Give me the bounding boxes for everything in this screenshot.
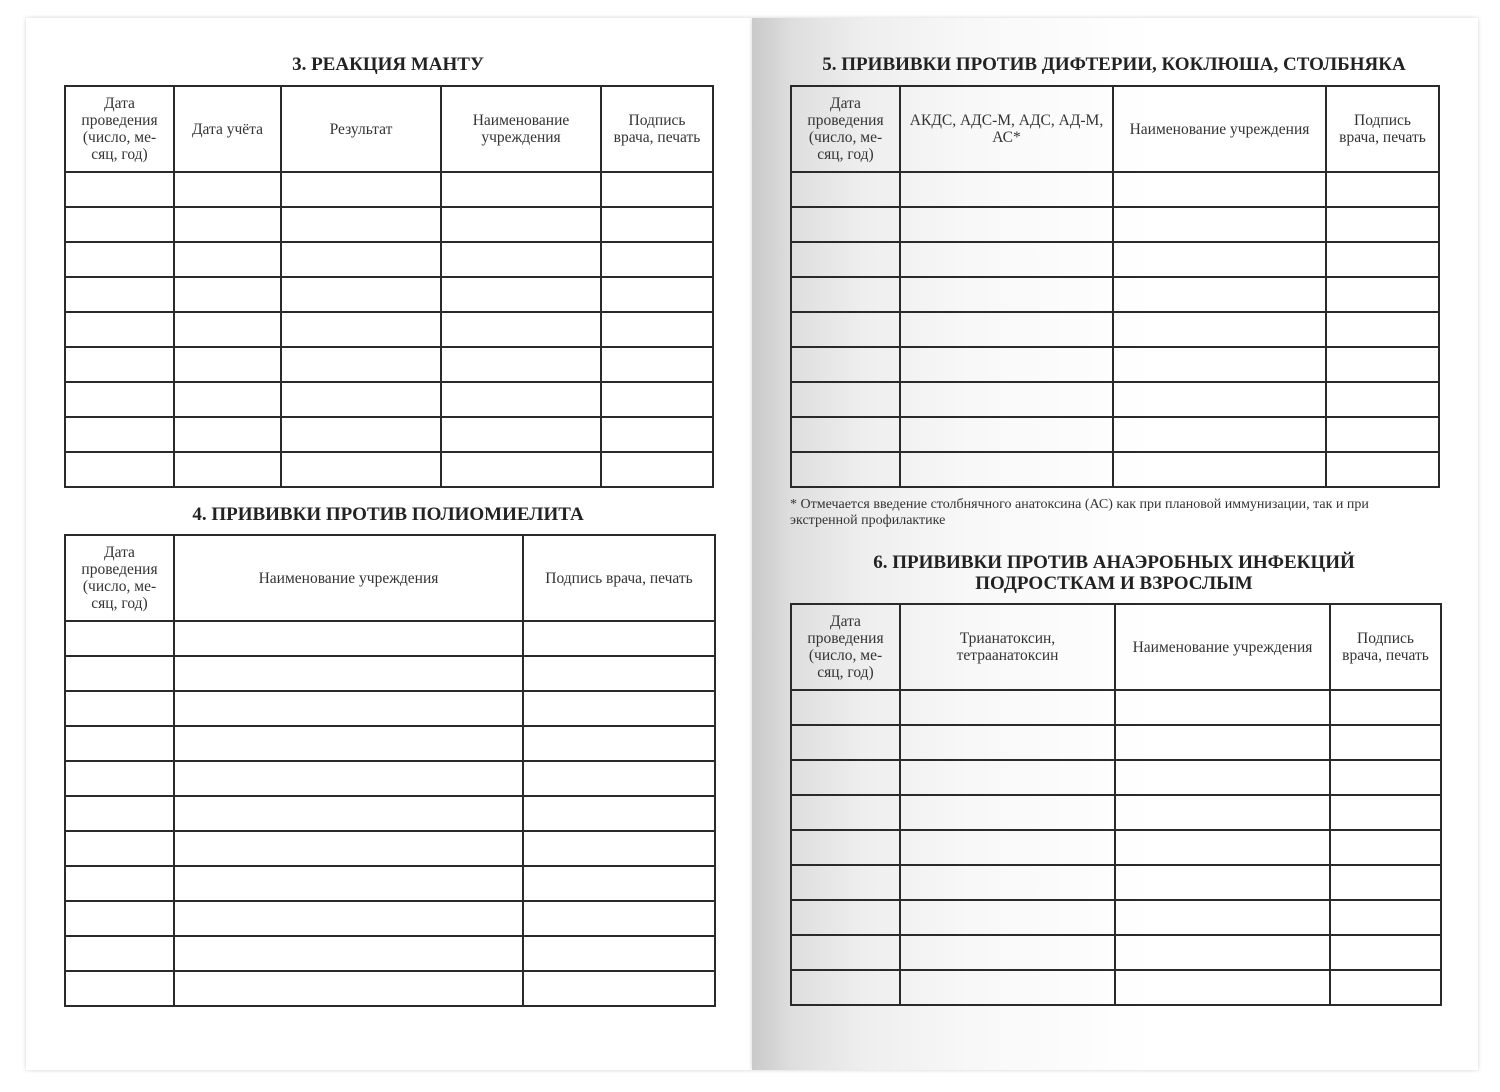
table-row: [791, 277, 1439, 312]
table-row: [65, 831, 715, 866]
header-vaccine: АКДС, АДС-М, АДС, АД-М, АС*: [900, 86, 1113, 172]
header-date: Дата проведения (число, ме-сяц, год): [791, 86, 900, 172]
section-5-title: 5. ПРИВИВКИ ПРОТИВ ДИФТЕРИИ, КОКЛЮША, СТОЛБНЯКА: [822, 54, 1406, 75]
table-row: [65, 866, 715, 901]
header-signature: Подпись врача, печать: [601, 86, 713, 172]
footnote: * Отмечается введение столбнячного анатоксина (АС) как при плановой иммунизации, так и при экстренной профилактике: [790, 497, 1369, 528]
section-3-title: 3. РЕАКЦИЯ МАНТУ: [292, 54, 484, 75]
table-row: [791, 795, 1441, 830]
right-page: [752, 18, 1478, 1070]
header-date: Дата проведения (число, ме-сяц, год): [65, 535, 174, 621]
table-row: [791, 172, 1439, 207]
section-6-title-line-1: 6. ПРИВИВКИ ПРОТИВ АНАЭРОБНЫХ ИНФЕКЦИЙ: [873, 552, 1355, 573]
header-institution: Наименование учреждения: [1113, 86, 1326, 172]
table-row: [791, 760, 1441, 795]
table-row: [791, 865, 1441, 900]
diphtheria-table: [790, 85, 1440, 488]
table-row: [65, 207, 713, 242]
table-row: [791, 452, 1439, 487]
table-row: [65, 971, 715, 1006]
table-row: [65, 417, 713, 452]
table-row: [65, 656, 715, 691]
polio-table: [64, 534, 716, 1007]
header-vaccine: Трианатоксин, тетраанатоксин: [900, 604, 1115, 690]
table-row: [791, 417, 1439, 452]
table-row: [65, 691, 715, 726]
table-row: [65, 761, 715, 796]
header-signature: Подпись врача, печать: [523, 535, 715, 621]
header-date: Дата проведения (число, ме-сяц, год): [791, 604, 900, 690]
anaerobic-table: [790, 603, 1442, 1006]
header-signature: Подпись врача, печать: [1330, 604, 1441, 690]
table-row: [65, 347, 713, 382]
table-row: [791, 207, 1439, 242]
header-institution: Наименование учреждения: [441, 86, 601, 172]
header-result: Результат: [281, 86, 441, 172]
table-row: [791, 312, 1439, 347]
header-date: Дата проведения (число, ме-сяц, год): [65, 86, 174, 172]
mantoux-table: [64, 85, 714, 488]
table-row: [791, 900, 1441, 935]
table-row: [791, 830, 1441, 865]
table-row: [791, 382, 1439, 417]
header-institution: Наименование учреждения: [174, 535, 523, 621]
table-row: [791, 935, 1441, 970]
table-row: [791, 347, 1439, 382]
table-row: [791, 690, 1441, 725]
table-row: [791, 242, 1439, 277]
left-page: [26, 18, 752, 1070]
table-row: [791, 970, 1441, 1005]
table-row: [65, 726, 715, 761]
header-reading-date: Дата учёта: [174, 86, 281, 172]
table-row: [65, 312, 713, 347]
table-row: [65, 382, 713, 417]
table-row: [65, 901, 715, 936]
header-institution: Наименование учреждения: [1115, 604, 1330, 690]
table-row: [65, 277, 713, 312]
table-row: [65, 172, 713, 207]
section-4-title: 4. ПРИВИВКИ ПРОТИВ ПОЛИОМИЕЛИТА: [192, 504, 584, 525]
table-row: [791, 725, 1441, 760]
header-signature: Подпись врача, печать: [1326, 86, 1439, 172]
table-row: [65, 936, 715, 971]
table-row: [65, 452, 713, 487]
section-6-title-line-2: ПОДРОСТКАМ И ВЗРОСЛЫМ: [975, 573, 1253, 594]
table-row: [65, 796, 715, 831]
table-row: [65, 621, 715, 656]
table-row: [65, 242, 713, 277]
section-6-title: [790, 552, 1438, 594]
